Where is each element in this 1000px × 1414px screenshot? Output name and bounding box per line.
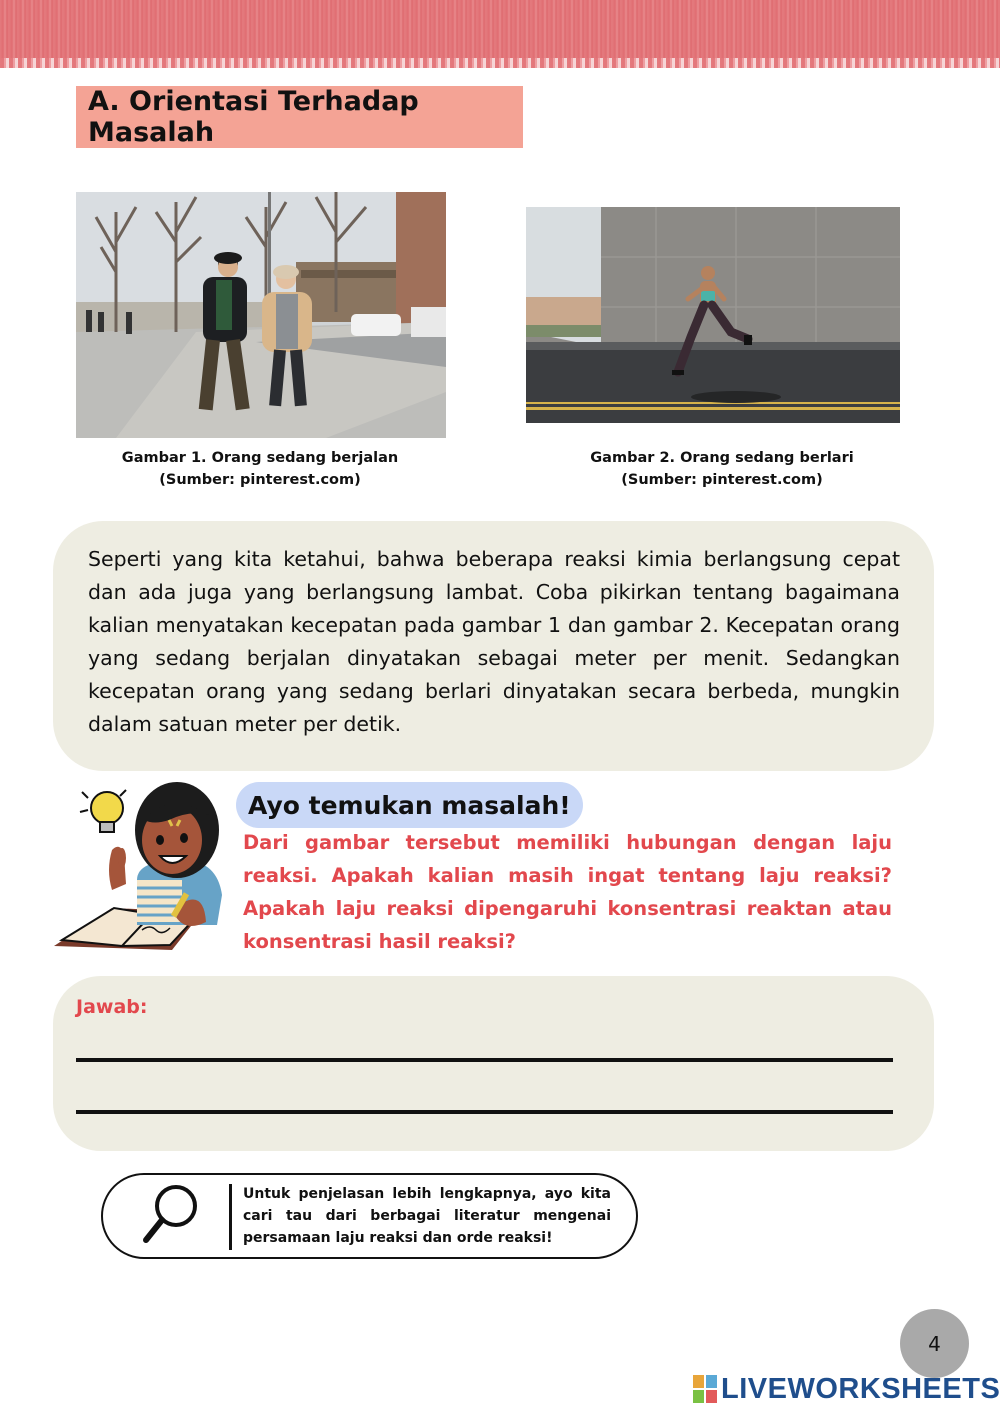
section-title xyxy=(76,86,523,148)
figure-1-caption xyxy=(76,447,444,491)
problem-heading: Ayo temukan masalah! xyxy=(248,790,571,820)
figure-2-caption xyxy=(526,447,918,491)
magnifier-icon xyxy=(140,1182,204,1248)
answer-line-2[interactable] xyxy=(76,1110,893,1114)
section-title-text: A. Orientasi Terhadap Masalah xyxy=(88,86,419,148)
girl-reading-illustration xyxy=(52,780,227,952)
figure-1-caption-source: (Sumber: pinterest.com) xyxy=(159,472,361,488)
intro-paragraph: Seperti yang kita ketahui, bahwa beberapa reaksi kimia berlangsung cepat dan ada juga yang berlangsung lambat. Coba pikirkan tentang bagaimana kalian menyatakan kecepatan pada gambar 1 dan gambar 2. Kecepatan orang yang sedang berjalan dinyatakan sebagai meter per menit. Sedangkan kecepatan orang yang sedang berlari dinyatakan secara berbeda, mungkin dalam satuan meter per detik. xyxy=(88,547,900,736)
problem-heading-pill xyxy=(236,782,583,828)
answer-box xyxy=(53,976,934,1151)
page-number: 4 xyxy=(928,1331,941,1356)
page-number-badge xyxy=(900,1309,969,1378)
figure-2-running-photo xyxy=(526,207,900,423)
figure-2-caption-source: (Sumber: pinterest.com) xyxy=(621,472,823,488)
tip-divider xyxy=(229,1184,232,1250)
figure-1-walking-photo xyxy=(76,192,446,438)
top-decorative-band xyxy=(0,0,1000,68)
problem-text: Dari gambar tersebut memiliki hubungan dengan laju reaksi. Apakah kalian masih ingat tentang laju reaksi? Apakah laju reaksi dipengaruhi konsentrasi reaktan atau konsentrasi hasil reaksi? xyxy=(243,831,892,953)
figure-2-caption-title: Gambar 2. Orang sedang berlari xyxy=(590,450,854,466)
figure-1-caption-title: Gambar 1. Orang sedang berjalan xyxy=(121,450,399,466)
liveworksheets-wordmark: LIVEWORKSHEETS xyxy=(721,1372,1000,1405)
tip-text: Untuk penjelasan lebih lengkapnya, ayo kita cari tau dari berbagai literatur mengenai persamaan laju reaksi dan orde reaksi! xyxy=(243,1186,611,1246)
answer-label: Jawab: xyxy=(76,996,148,1018)
liveworksheets-brand xyxy=(693,1372,1000,1406)
answer-line-1[interactable] xyxy=(76,1058,893,1062)
liveworksheets-logo-icon xyxy=(693,1375,717,1403)
